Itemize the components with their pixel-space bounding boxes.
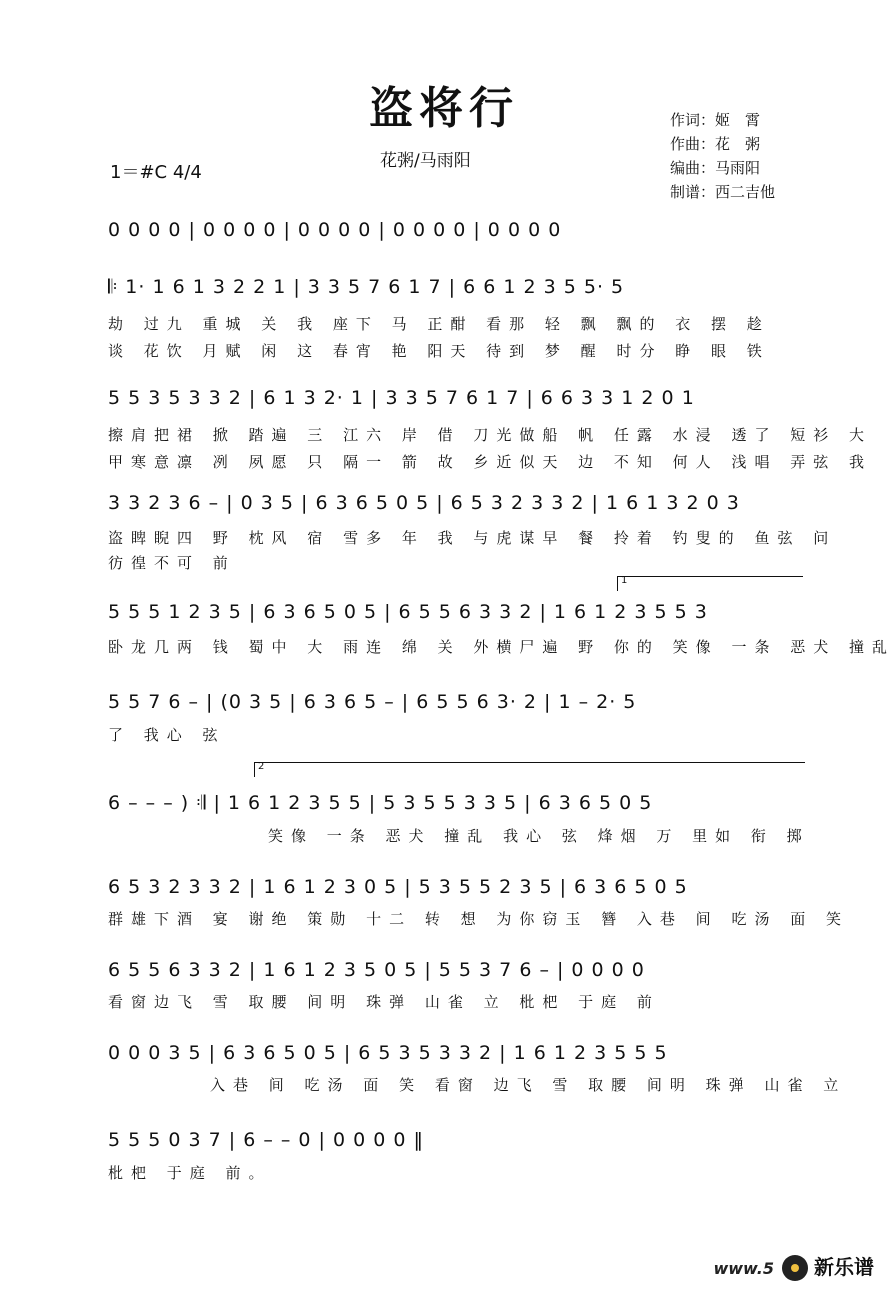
notation-line: 5 5 5 1 2 3 5 | 6 3 6 5 0 5 | 6 5 5 6 3 3 2 | 1 6 1 2 3 5 5 3 xyxy=(108,601,708,623)
notation-line: 5 5 5 0 3 7 | 6 – – 0 | 0 0 0 0 ‖ xyxy=(108,1129,424,1151)
lyric-line: 了 我心 弦 xyxy=(108,726,226,744)
volta-bracket-2: 2 xyxy=(254,762,805,777)
credit-arranger: 编曲：马雨阳 xyxy=(670,159,761,177)
volta-bracket-1: 1 xyxy=(617,576,803,591)
watermark-brand: 新乐谱 xyxy=(814,1254,874,1279)
score-row xyxy=(108,272,808,302)
lyric-line: 枇杷 于庭 前。 xyxy=(108,1164,272,1182)
key-signature: 1＝#C 4/4 xyxy=(110,162,202,183)
score-row xyxy=(108,383,808,413)
watermark xyxy=(713,1251,874,1282)
lyric-line: 群雄下酒 宴 谢绝 策勋 十二 转 想 为你窃玉 簪 入巷 间 吃汤 面 笑 xyxy=(108,910,849,928)
credit-composer: 作曲：花 粥 xyxy=(670,135,761,153)
watermark-url: www.5 xyxy=(713,1258,774,1278)
notation-line: 0 0 0 0 | 0 0 0 0 | 0 0 0 0 | 0 0 0 0 | 0 0 0 0 xyxy=(108,219,562,241)
score-row xyxy=(108,955,808,985)
notation-line: 0 0 0 3 5 | 6 3 6 5 0 5 | 6 5 3 5 3 3 2 | 1 6 1 2 3 5 5 5 xyxy=(108,1042,668,1064)
lyric-line: 劫 过九 重城 关 我 座下 马 正酣 看那 轻 飘 飘的 衣 摆 趁 xyxy=(108,315,770,333)
lyric-line: 甲寒意凛 冽 夙愿 只 隔一 箭 故 乡近似天 边 不知 何人 浅唱 弄弦 我 xyxy=(108,453,872,471)
score-row xyxy=(108,687,808,717)
score-row xyxy=(108,597,808,627)
notation-line: 6 5 3 2 3 3 2 | 1 6 1 2 3 0 5 | 5 3 5 5 2 3 5 | 6 3 6 5 0 5 xyxy=(108,876,688,898)
credit-transcriber: 制谱：西二吉他 xyxy=(670,183,776,201)
score-row xyxy=(108,1125,808,1155)
song-title: 盗将行 xyxy=(369,83,519,134)
lyric-line: 笑像 一条 恶犬 撞乱 我心 弦 烽烟 万 里如 衔 掷 xyxy=(268,827,810,845)
lyric-line: 擦肩把裙 掀 踏遍 三 江六 岸 借 刀光做船 帆 任露 水浸 透了 短衫 大 xyxy=(108,426,872,444)
notation-line: 6 – – – ) 𝄇 | 1 6 1 2 3 5 5 | 5 3 5 5 3 3 5 | 6 3 6 5 0 5 xyxy=(108,792,653,814)
score-row xyxy=(108,488,808,518)
score-row xyxy=(108,872,808,902)
score-row xyxy=(108,1038,808,1068)
lyric-line: 谈 花饮 月赋 闲 这 春宵 艳 阳天 待到 梦 醒 时分 睁 眼 铁 xyxy=(108,342,770,360)
lyric-line: 入巷 间 吃汤 面 笑 看窗 边飞 雪 取腰 间明 珠弹 山雀 立 xyxy=(210,1076,847,1094)
notation-line: 5 5 7 6 – | (0 3 5 | 6 3 6 5 – | 6 5 5 6 3· 2 | 1 – 2· 5 xyxy=(108,691,637,713)
notation-line: 5 5 3 5 3 3 2 | 6 1 3 2· 1 | 3 3 5 7 6 1 7 | 6 6 3 3 1 2 0 1 xyxy=(108,387,695,409)
lyric-line: 看窗边飞 雪 取腰 间明 珠弹 山雀 立 枇杷 于庭 前 xyxy=(108,993,660,1011)
score-row xyxy=(108,788,808,818)
notation-line: 3 3 2 3 6 – | 0 3 5 | 6 3 6 5 0 5 | 6 5 3 2 3 3 2 | 1 6 1 3 2 0 3 xyxy=(108,492,740,514)
artists: 花粥/马雨阳 xyxy=(380,151,471,171)
notation-line: 𝄆 1· 1 6 1 3 2 2 1 | 3 3 5 7 6 1 7 | 6 6 1 2 3 5 5· 5 xyxy=(108,276,625,298)
notation-line: 6 5 5 6 3 3 2 | 1 6 1 2 3 5 0 5 | 5 5 3 7 6 – | 0 0 0 0 xyxy=(108,959,645,981)
credit-lyricist: 作词：姬 霄 xyxy=(670,111,761,129)
credits xyxy=(670,108,775,204)
lyric-line: 卧龙几两 钱 蜀中 大 雨连 绵 关 外横尸遍 野 你的 笑像 一条 恶犬 撞乱 xyxy=(108,638,895,656)
lyric-line: 彷徨不可 前 xyxy=(108,554,236,572)
lyric-line: 盗睥睨四 野 枕风 宿 雪多 年 我 与虎谋早 餐 拎着 钓叟的 鱼弦 问 xyxy=(108,529,837,547)
score-row xyxy=(108,215,808,245)
vinyl-disc-icon xyxy=(782,1255,808,1281)
